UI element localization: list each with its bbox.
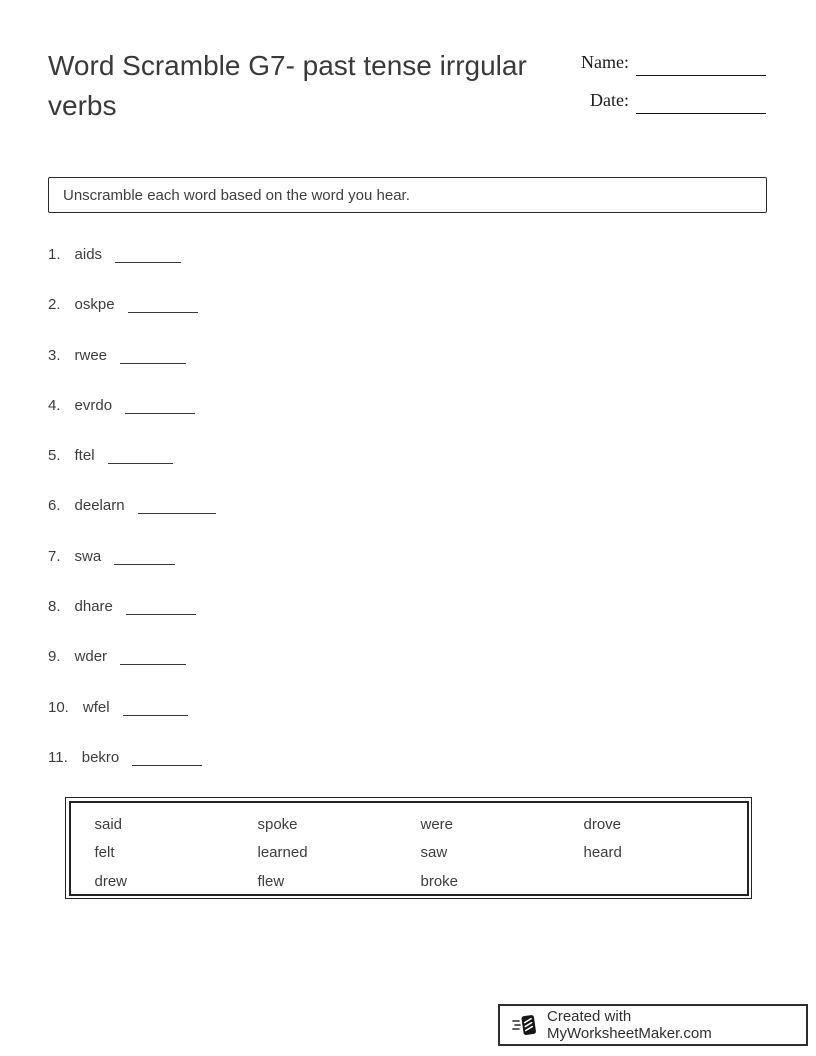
word-bank-grid xyxy=(69,801,749,896)
word-bank-word: drove xyxy=(583,815,622,833)
answer-blank-line[interactable] xyxy=(126,614,196,615)
question-row xyxy=(48,595,216,615)
word-bank-word: were xyxy=(420,815,454,833)
question-list xyxy=(48,243,216,796)
question-row xyxy=(48,746,216,766)
word-bank-word: broke xyxy=(420,872,459,890)
scrambled-word: aids xyxy=(74,246,103,263)
scrambled-word: swa xyxy=(74,547,102,565)
answer-blank-line[interactable] xyxy=(120,664,186,665)
scrambled-word: wder xyxy=(74,648,108,666)
question-row xyxy=(48,293,216,313)
question-row xyxy=(48,394,216,414)
answer-blank-line[interactable] xyxy=(120,363,186,364)
question-number: 11. xyxy=(48,748,68,766)
answer-blank-line[interactable] xyxy=(115,262,181,263)
scrambled-word: wfel xyxy=(82,698,110,716)
question-number: 7. xyxy=(48,547,61,565)
date-label: Date: xyxy=(590,90,629,110)
answer-blank-line[interactable] xyxy=(125,413,195,414)
question-row xyxy=(48,243,216,263)
instructions-text: Unscramble each word based on the word you hear. xyxy=(63,186,410,204)
question-number: 6. xyxy=(48,497,61,515)
answer-blank-line[interactable] xyxy=(138,513,217,514)
scrambled-word: evrdo xyxy=(74,396,113,414)
credit-badge xyxy=(498,1004,808,1046)
question-number: 10. xyxy=(48,698,69,716)
word-bank-word: drew xyxy=(94,872,128,890)
answer-blank-line[interactable] xyxy=(108,463,174,464)
question-number: 2. xyxy=(48,296,61,314)
question-row xyxy=(48,494,216,514)
name-label: Name: xyxy=(581,52,629,72)
word-bank-word: saw xyxy=(420,844,448,861)
question-row xyxy=(48,444,216,464)
word-bank xyxy=(65,797,752,899)
question-row xyxy=(48,344,216,364)
question-number: 3. xyxy=(48,346,61,364)
question-number: 8. xyxy=(48,598,61,616)
word-bank-word: learned xyxy=(257,844,308,861)
scrambled-word: rwee xyxy=(74,346,108,364)
date-field xyxy=(556,90,766,111)
answer-blank-line[interactable] xyxy=(123,715,189,716)
word-bank-word: felt xyxy=(94,844,115,861)
question-number: 9. xyxy=(48,648,61,666)
answer-blank-line[interactable] xyxy=(128,312,198,313)
question-row xyxy=(48,545,216,565)
word-bank-word: spoke xyxy=(257,815,298,833)
worksheetmaker-logo-icon xyxy=(512,1012,538,1038)
question-number: 5. xyxy=(48,447,61,465)
question-row xyxy=(48,645,216,665)
word-bank-word: said xyxy=(94,815,123,833)
name-field xyxy=(556,52,766,73)
answer-blank-line[interactable] xyxy=(132,765,202,766)
credit-text: Created with MyWorksheetMaker.com xyxy=(547,1008,712,1042)
scrambled-word: ftel xyxy=(74,447,95,465)
word-bank-word: flew xyxy=(257,872,285,890)
scrambled-word: bekro xyxy=(81,748,120,766)
instructions-box xyxy=(48,177,767,213)
name-blank-line[interactable] xyxy=(636,75,766,76)
question-number: 1. xyxy=(48,246,61,263)
question-number: 4. xyxy=(48,396,61,414)
scrambled-word: oskpe xyxy=(74,296,115,314)
date-blank-line[interactable] xyxy=(636,113,766,114)
scrambled-word: deelarn xyxy=(74,497,125,515)
word-bank-word: heard xyxy=(583,844,622,861)
name-date-block xyxy=(556,52,766,128)
answer-blank-line[interactable] xyxy=(114,564,175,565)
scrambled-word: dhare xyxy=(74,598,113,616)
question-row xyxy=(48,696,216,716)
page-title: Word Scramble G7- past tense irrgular verbs xyxy=(48,50,527,121)
